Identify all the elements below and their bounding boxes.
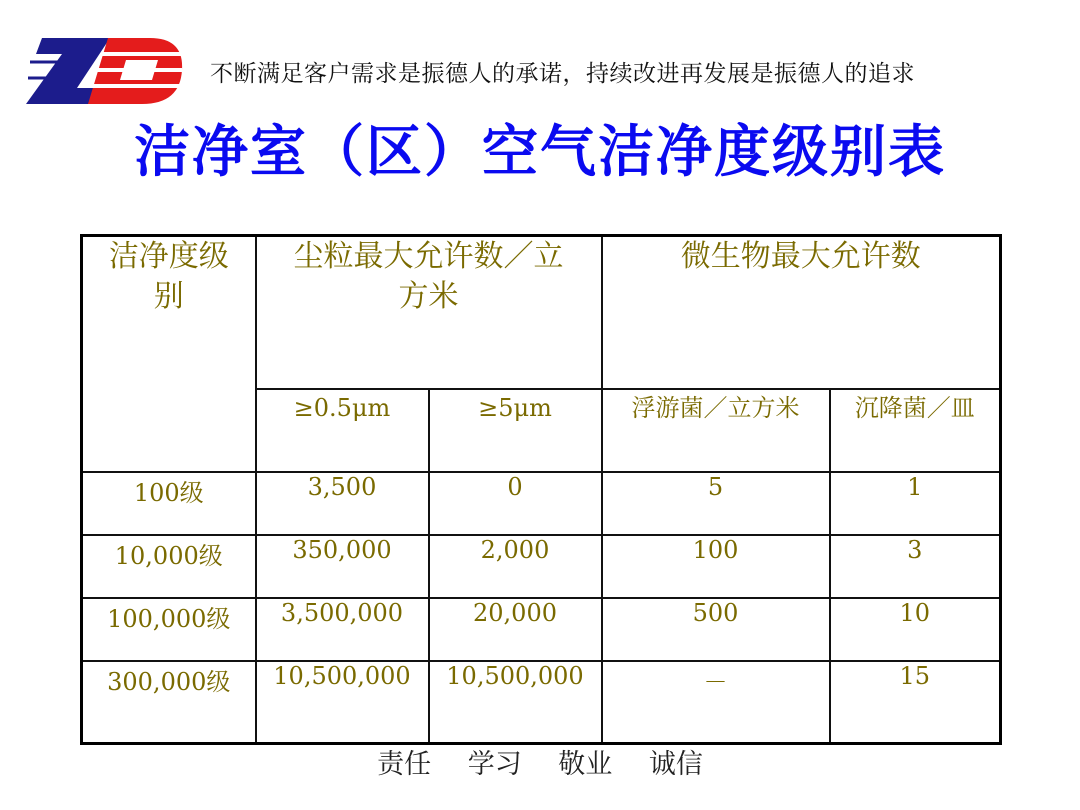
cell-floating-bacteria: －	[602, 661, 830, 744]
cleanliness-grade-table	[80, 234, 1002, 745]
table-row	[82, 661, 1001, 744]
cell-grade: 100级	[82, 472, 256, 535]
cell-dust-5um: 20,000	[429, 598, 602, 661]
table-header-row-1	[82, 236, 1001, 389]
cell-settling-bacteria: 1	[830, 472, 1001, 535]
table-row	[82, 535, 1001, 598]
page-title: 洁净室（区）空气洁净度级别表	[134, 120, 946, 185]
cell-grade: 300,000级	[82, 661, 256, 744]
header-dust-5um: ≥5μm	[429, 389, 602, 472]
header-microbe: 微生物最大允许数	[602, 236, 1001, 389]
company-slogan: 不断满足客户需求是振德人的承诺，持续改进再发展是振德人的追求	[210, 61, 915, 87]
cell-dust-0-5um: 10,500,000	[256, 661, 429, 744]
cell-dust-5um: 0	[429, 472, 602, 535]
cell-dust-0-5um: 3,500,000	[256, 598, 429, 661]
header-dust-0-5um: ≥0.5μm	[256, 389, 429, 472]
company-values-footer: 责任 学习 敬业 诚信	[377, 749, 703, 780]
cell-floating-bacteria: 500	[602, 598, 830, 661]
cell-settling-bacteria: 15	[830, 661, 1001, 744]
header-settling-bacteria: 沉降菌／皿	[830, 389, 1001, 472]
company-logo	[22, 30, 187, 110]
cell-dust-0-5um: 3,500	[256, 472, 429, 535]
cell-grade: 100,000级	[82, 598, 256, 661]
cell-dust-5um: 2,000	[429, 535, 602, 598]
cell-settling-bacteria: 10	[830, 598, 1001, 661]
table-row	[82, 472, 1001, 535]
header-grade: 洁净度级别	[82, 236, 256, 472]
header-floating-bacteria: 浮游菌／立方米	[602, 389, 830, 472]
cell-dust-5um: 10,500,000	[429, 661, 602, 744]
header-dust: 尘粒最大允许数／立方米	[256, 236, 602, 389]
cell-floating-bacteria: 5	[602, 472, 830, 535]
cell-settling-bacteria: 3	[830, 535, 1001, 598]
table-row	[82, 598, 1001, 661]
cell-dust-0-5um: 350,000	[256, 535, 429, 598]
cell-floating-bacteria: 100	[602, 535, 830, 598]
cell-grade: 10,000级	[82, 535, 256, 598]
